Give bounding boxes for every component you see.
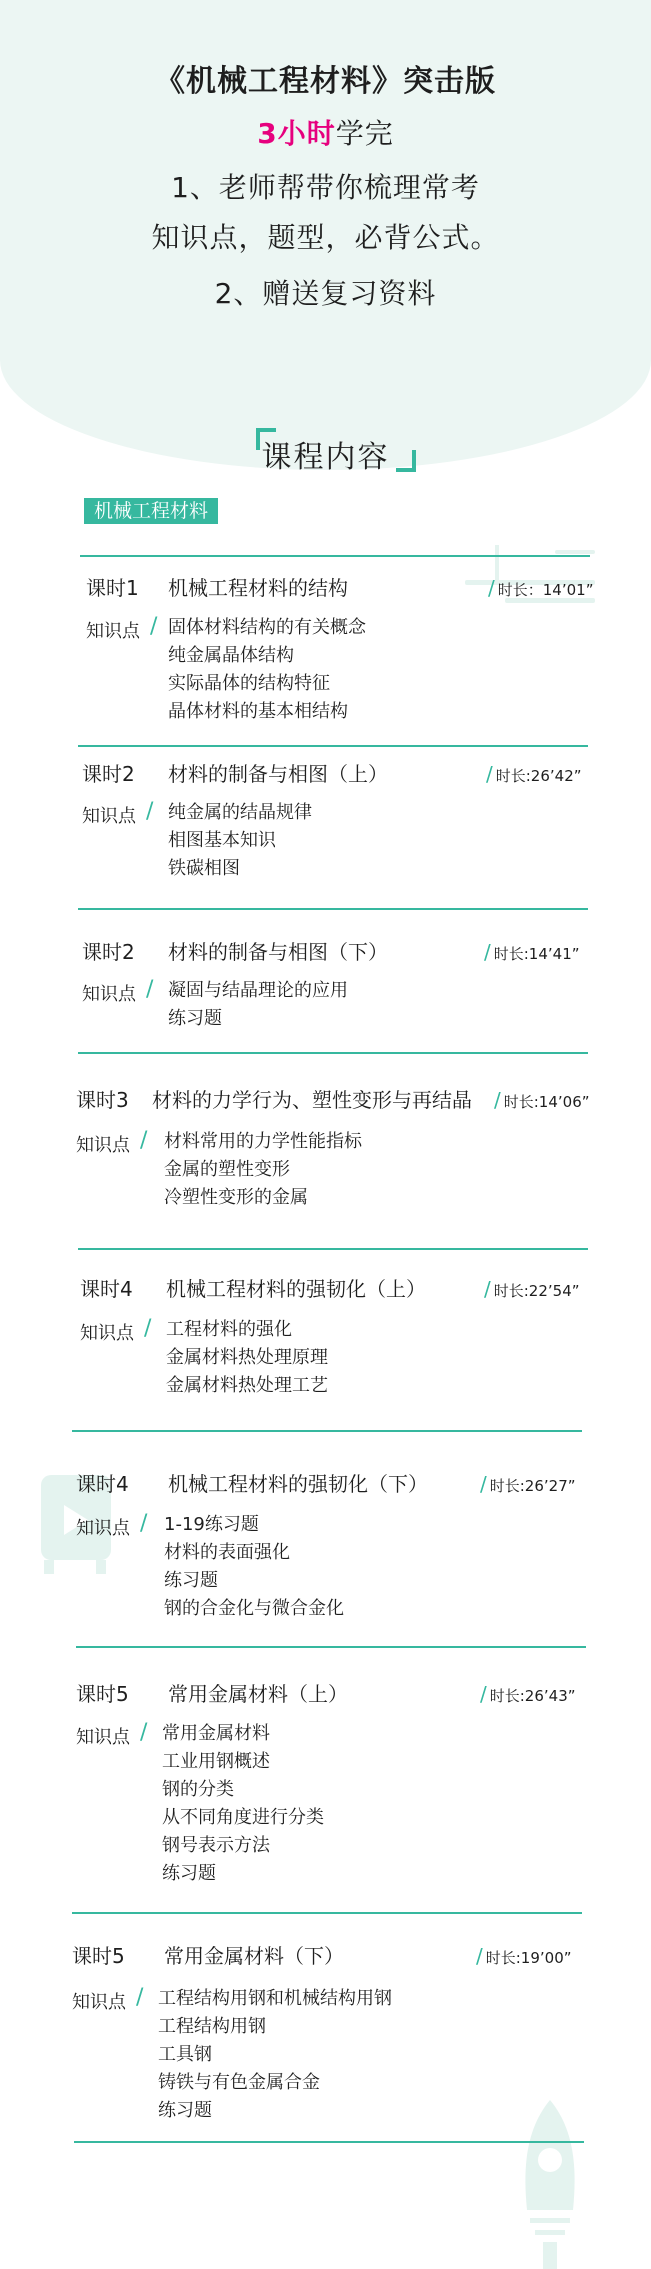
knowledge-point-label: 知识点	[76, 1518, 130, 1539]
list-item: 钢的分类	[162, 1779, 234, 1800]
lesson-duration: / 时长：14’01”	[488, 576, 594, 600]
lesson-number: 课时2	[82, 940, 135, 964]
knowledge-point-label: 知识点	[76, 1727, 130, 1748]
list-item: 工程结构用钢和机械结构用钢	[158, 1988, 392, 2009]
slash-icon: /	[146, 977, 154, 1002]
lesson-divider	[78, 1052, 588, 1054]
knowledge-point-list	[164, 1128, 362, 1212]
slash-icon: /	[140, 1720, 148, 1745]
lesson-divider	[78, 745, 588, 747]
knowledge-point-list	[168, 614, 366, 726]
course-duration	[0, 112, 651, 152]
slash-icon: /	[136, 1985, 144, 2010]
lesson-divider	[78, 1248, 588, 1250]
list-item: 工具钢	[158, 2044, 212, 2065]
bracket-right-icon	[396, 450, 416, 472]
lesson-title[interactable]: 常用金属材料（下）	[164, 1944, 344, 1968]
hero-line-1: 1、老师帮带你梳理常考	[171, 171, 480, 204]
duration-highlight: 3小时	[257, 117, 336, 150]
lesson-number: 课时4	[76, 1472, 129, 1496]
list-item: 铁碳相图	[168, 858, 240, 879]
lesson-title[interactable]: 材料的制备与相图（下）	[168, 940, 388, 964]
knowledge-point-list	[162, 1720, 324, 1888]
section-title: 课程内容	[261, 440, 390, 475]
slash-icon: /	[140, 1511, 148, 1536]
lesson-duration: / 时长:22’54”	[484, 1277, 580, 1301]
knowledge-point-label: 知识点	[82, 806, 136, 827]
subject-tag: 机械工程材料	[84, 498, 218, 524]
slash-icon: /	[146, 799, 154, 824]
knowledge-point-list	[168, 977, 348, 1033]
list-item: 钢号表示方法	[162, 1835, 270, 1856]
knowledge-point-list	[168, 799, 312, 883]
course-title: 《机械工程材料》突击版	[155, 64, 496, 99]
knowledge-point-list	[164, 1511, 344, 1623]
lesson-title[interactable]: 材料的制备与相图（上）	[168, 762, 388, 786]
slash-icon: /	[144, 1316, 152, 1341]
hero-line-3: 2、赠送复习资料	[214, 277, 437, 310]
lesson-duration: / 时长:14’41”	[484, 940, 580, 964]
list-item: 凝固与结晶理论的应用	[168, 980, 348, 1001]
list-item: 1-19练习题	[164, 1514, 259, 1535]
knowledge-point-label: 知识点	[72, 1992, 126, 2013]
lesson-title[interactable]: 机械工程材料的强韧化（下）	[168, 1472, 428, 1496]
list-item: 常用金属材料	[162, 1723, 270, 1744]
list-item: 钢的合金化与微合金化	[164, 1598, 344, 1619]
lesson-divider	[74, 2141, 584, 2143]
list-item: 练习题	[158, 2100, 212, 2121]
list-item: 材料的表面强化	[164, 1542, 290, 1563]
knowledge-point-label: 知识点	[82, 984, 136, 1005]
list-item: 工程材料的强化	[166, 1319, 292, 1340]
lesson-title[interactable]: 机械工程材料的强韧化（上）	[166, 1277, 426, 1301]
slash-icon: /	[150, 614, 158, 639]
lesson-duration: / 时长:26’27”	[480, 1472, 576, 1496]
lesson-title[interactable]: 材料的力学行为、塑性变形与再结晶	[152, 1088, 472, 1112]
hero-line-2: 知识点，题型，必背公式。	[151, 221, 500, 254]
lesson-divider	[78, 908, 588, 910]
list-item: 从不同角度进行分类	[162, 1807, 324, 1828]
list-item: 晶体材料的基本相结构	[168, 701, 348, 722]
lesson-number: 课时4	[80, 1277, 133, 1301]
list-item: 金属的塑性变形	[164, 1159, 290, 1180]
list-item: 工业用钢概述	[162, 1751, 270, 1772]
lesson-number: 课时3	[76, 1088, 129, 1112]
list-item: 冷塑性变形的金属	[164, 1187, 308, 1208]
lesson-duration: / 时长:14’06”	[494, 1088, 590, 1112]
lesson-divider	[80, 555, 590, 557]
slash-icon: /	[140, 1128, 148, 1153]
lesson-divider	[72, 1430, 582, 1432]
lesson-number: 课时5	[76, 1682, 129, 1706]
lesson-title[interactable]: 机械工程材料的结构	[168, 576, 348, 600]
lesson-title[interactable]: 常用金属材料（上）	[168, 1682, 348, 1706]
knowledge-point-list	[166, 1316, 328, 1400]
lesson-divider	[76, 1646, 586, 1648]
knowledge-point-label: 知识点	[80, 1323, 134, 1344]
list-item: 工程结构用钢	[158, 2016, 266, 2037]
lesson-divider	[72, 1912, 582, 1914]
list-item: 金属材料热处理原理	[166, 1347, 328, 1368]
lesson-number: 课时1	[86, 576, 139, 600]
list-item: 实际晶体的结构特征	[168, 673, 330, 694]
list-item: 纯金属晶体结构	[168, 645, 294, 666]
lesson-number: 课时2	[82, 762, 135, 786]
knowledge-point-label: 知识点	[86, 621, 140, 642]
lesson-number: 课时5	[72, 1944, 125, 1968]
list-item: 相图基本知识	[168, 830, 276, 851]
lesson-duration: / 时长:19’00”	[476, 1944, 572, 1968]
list-item: 金属材料热处理工艺	[166, 1375, 328, 1396]
list-item: 铸铁与有色金属合金	[158, 2072, 320, 2093]
list-item: 练习题	[168, 1008, 222, 1029]
list-item: 练习题	[164, 1570, 218, 1591]
list-item: 固体材料结构的有关概念	[168, 617, 366, 638]
list-item: 材料常用的力学性能指标	[164, 1131, 362, 1152]
list-item: 练习题	[162, 1863, 216, 1884]
knowledge-point-label: 知识点	[76, 1135, 130, 1156]
rocket-decoration-icon	[505, 2100, 595, 2269]
lesson-duration: / 时长:26’42”	[486, 762, 582, 786]
lesson-duration: / 时长:26’43”	[480, 1682, 576, 1706]
knowledge-point-list	[158, 1985, 392, 2125]
list-item: 纯金属的结晶规律	[168, 802, 312, 823]
duration-text: 学完	[335, 117, 394, 150]
